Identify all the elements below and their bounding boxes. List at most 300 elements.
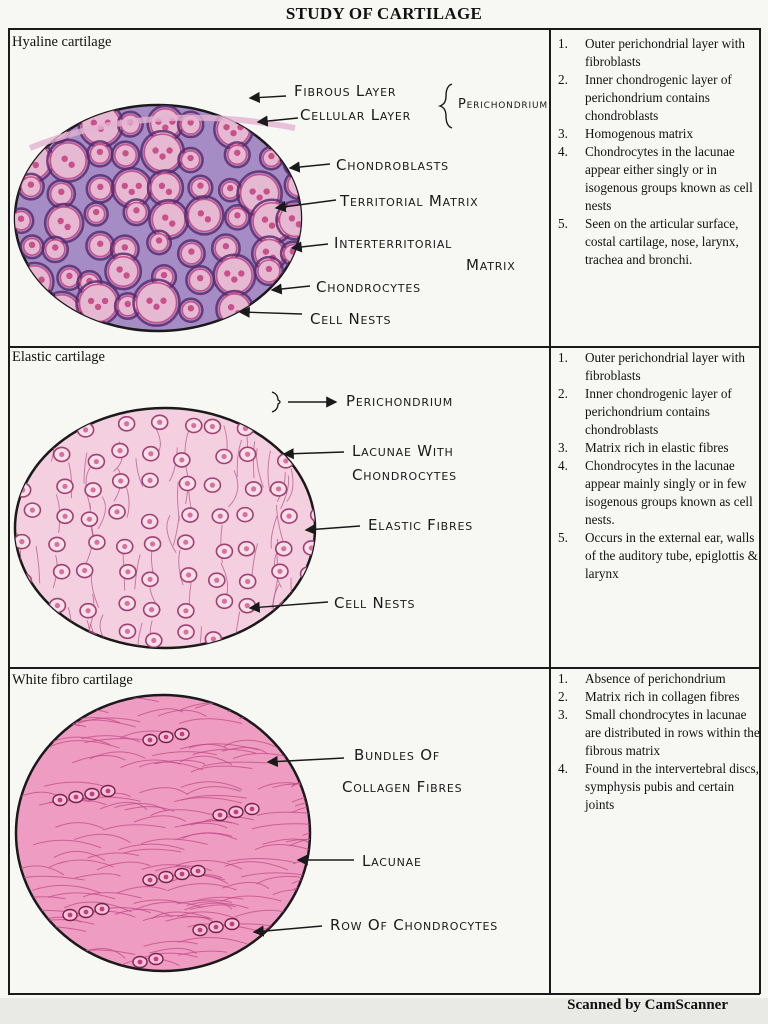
chondrocyte-nucleus [59, 569, 64, 574]
chondrocyte-nucleus [133, 207, 139, 213]
chondrocyte-nucleus [164, 735, 169, 740]
elastic-fibre [13, 456, 20, 495]
chondrocyte-nucleus [125, 569, 130, 574]
label-fibro-lacunae: Lacunae [362, 852, 422, 870]
chondrocyte-nucleus [94, 459, 99, 464]
chondrocyte-nucleus [294, 132, 300, 138]
chondrocyte-nucleus [125, 629, 130, 634]
chondrocyte-nucleus [100, 907, 105, 912]
chondrocyte-nucleus [277, 569, 282, 574]
chondrocyte-nucleus [18, 215, 24, 221]
chondrocyte-nucleus [136, 183, 142, 189]
lacuna [14, 446, 30, 460]
chondrocyte-nucleus [180, 732, 185, 737]
collagen-fibre [294, 884, 341, 892]
chondrocyte-nucleus [159, 183, 165, 189]
chondrocyte-nucleus [95, 304, 101, 310]
hyaline-diagram [9, 103, 317, 333]
chondrocyte-nucleus [245, 579, 250, 584]
chondrocyte-nucleus [205, 216, 211, 222]
chondrocyte-nucleus [223, 243, 229, 249]
chondrocyte-nucleus [147, 577, 152, 582]
chondrocyte-nucleus [118, 478, 123, 483]
point-item [556, 457, 760, 529]
chondrocyte-nucleus [283, 458, 288, 463]
chondrocyte-nucleus [152, 147, 158, 153]
chondrocyte-nucleus [289, 215, 295, 221]
chondrocyte-nucleus [294, 158, 300, 164]
chondrocyte-nucleus [94, 540, 99, 545]
chondrocyte-nucleus [210, 424, 215, 429]
point-item [556, 670, 760, 688]
point-item [556, 760, 760, 814]
hyaline-points [556, 35, 760, 269]
chondrocyte-nucleus [183, 629, 188, 634]
lacuna [309, 425, 325, 439]
point-item [556, 688, 760, 706]
chondrocyte-nucleus [276, 486, 281, 491]
fibro-diagram [14, 695, 385, 971]
collagen-fibre [259, 725, 313, 730]
chondrocyte-nucleus [183, 540, 188, 545]
lacuna [290, 262, 306, 278]
chondrocyte-nucleus [166, 147, 172, 153]
chondrocyte-nucleus [211, 636, 216, 641]
chondrocyte-nucleus [20, 301, 26, 307]
arrow-cell-nests [240, 312, 302, 314]
point-item [556, 706, 760, 760]
point-number: 2. [558, 386, 568, 401]
chondrocyte-nucleus [24, 429, 29, 434]
chondrocyte-nucleus [279, 420, 284, 425]
chondrocyte-nucleus [214, 925, 219, 930]
point-text: Absence of perichondrium [585, 671, 726, 686]
point-text: Homogenous matrix [585, 126, 694, 141]
lacuna [308, 476, 324, 490]
point-number: 3. [558, 126, 568, 141]
chondrocyte-nucleus [157, 420, 162, 425]
lacuna [311, 508, 327, 522]
chondrocyte-nucleus [234, 150, 240, 156]
chondrocyte-nucleus [153, 304, 159, 310]
chondrocyte-nucleus [280, 633, 285, 638]
chondrocyte-nucleus [19, 450, 24, 455]
chondrocyte-nucleus [191, 423, 196, 428]
chondrocyte-nucleus [146, 298, 152, 304]
section-heading-hyaline: Hyaline cartilage [12, 34, 112, 50]
chondrocyte-nucleus [19, 539, 24, 544]
point-item [556, 215, 760, 269]
chondrocyte-nucleus [188, 248, 194, 254]
collagen-fibre [295, 897, 354, 902]
elastic-diagram [13, 408, 330, 677]
chondrocyte-nucleus [218, 513, 223, 518]
chondrocyte-nucleus [82, 568, 87, 573]
chondrocyte-nucleus [49, 421, 54, 426]
chondrocyte-nucleus [197, 275, 203, 281]
chondrocyte-nucleus [319, 607, 324, 612]
chondrocyte-nucleus [61, 156, 67, 162]
section-heading-fibro: White fibro cartilage [12, 672, 133, 688]
chondrocyte-nucleus [301, 307, 307, 313]
chondrocyte-nucleus [245, 452, 250, 457]
chondrocyte-nucleus [296, 180, 302, 186]
chondrocyte-nucleus [91, 487, 96, 492]
arrow-chondrocytes [272, 286, 310, 290]
point-text: Matrix rich in elastic fibres [585, 440, 729, 455]
chondrocyte-nucleus [180, 872, 185, 877]
chondrocyte-nucleus [164, 875, 169, 880]
elastic-fibre [278, 607, 281, 648]
chondrocyte-nucleus [314, 480, 319, 485]
label-elastic-fibres: Elastic Fibres [368, 516, 473, 534]
chondrocyte-nucleus [161, 272, 167, 278]
point-item [556, 349, 760, 385]
chondrocyte-nucleus [188, 305, 194, 311]
section-heading-elastic: Elastic cartilage [12, 349, 105, 365]
chondrocyte-nucleus [58, 798, 63, 803]
point-text: Inner chondrogenic layer of perichondrium contains chondroblasts [585, 72, 732, 123]
chondrocyte-nucleus [187, 155, 193, 161]
chondrocyte-nucleus [160, 298, 166, 304]
point-text: Occurs in the external ear, walls of the auditory tube, epiglottis & larynx [585, 530, 758, 581]
point-item [556, 71, 760, 125]
chondrocyte-nucleus [93, 209, 99, 215]
chondrocyte-nucleus [87, 517, 92, 522]
chondrocyte-nucleus [210, 483, 215, 488]
chondrocyte-nucleus [198, 210, 204, 216]
point-item [556, 529, 760, 583]
chondrocyte-nucleus [29, 242, 35, 248]
chondrocyte-nucleus [138, 960, 143, 965]
label-perichondrium: Perichondrium [458, 97, 548, 112]
chondrocyte-nucleus [263, 188, 269, 194]
chondrocyte-nucleus [150, 541, 155, 546]
point-text: Matrix rich in collagen fibres [585, 689, 740, 704]
chondrocyte-nucleus [58, 189, 64, 195]
chondrocyte-nucleus [27, 127, 33, 133]
lacuna [287, 154, 307, 174]
point-text: Small chondrocytes in lacunae are distributed in rows within the fibrous matrix [585, 707, 760, 758]
chondrocyte-nucleus [169, 220, 175, 226]
chondrocyte-nucleus [230, 130, 236, 136]
chondrocyte-nucleus [68, 913, 73, 918]
chondrocyte-nucleus [183, 608, 188, 613]
chondrocyte-nucleus [179, 457, 184, 462]
lacuna [22, 124, 39, 141]
point-number: 1. [558, 36, 568, 51]
chondrocyte-nucleus [151, 638, 156, 643]
lacuna [279, 601, 295, 615]
chondrocyte-nucleus [122, 150, 128, 156]
label-cell-nests: Cell Nests [310, 310, 392, 328]
arrow-fibrous-layer [250, 96, 286, 98]
chondrocyte-nucleus [222, 599, 227, 604]
chondrocyte-nucleus [66, 273, 72, 279]
chondrocyte-nucleus [102, 298, 108, 304]
elastic-fibre [231, 638, 235, 674]
point-number: 3. [558, 440, 568, 455]
lacuna [21, 633, 37, 647]
chondrocyte-nucleus [198, 928, 203, 933]
collagen-fibre [319, 907, 384, 913]
chondrocyte-nucleus [214, 578, 219, 583]
lacuna [301, 567, 317, 581]
chondrocyte-nucleus [234, 810, 239, 815]
chondrocyte-nucleus [116, 266, 122, 272]
chondrocyte-nucleus [159, 153, 165, 159]
chondrocyte-nucleus [242, 512, 247, 517]
chondrocyte-nucleus [74, 795, 79, 800]
chondrocyte-nucleus [59, 452, 64, 457]
chondrocyte-nucleus [268, 153, 274, 159]
chondrocyte-nucleus [306, 571, 311, 576]
label-collagen-fibres: Collagen Fibres [342, 778, 463, 796]
chondrocyte-nucleus [57, 218, 63, 224]
point-item [556, 143, 760, 215]
chondrocyte-nucleus [148, 878, 153, 883]
point-item [556, 439, 760, 457]
chondrocyte-nucleus [129, 189, 135, 195]
chondrocyte-nucleus [185, 481, 190, 486]
chondrocyte-nucleus [24, 277, 30, 283]
point-number: 4. [558, 458, 568, 473]
chondrocyte-nucleus [258, 306, 264, 312]
label-interterritorial: Interterritorial [334, 234, 453, 252]
chondrocyte-nucleus [230, 922, 235, 927]
chondrocyte-nucleus [59, 313, 65, 319]
elastic-fibre [280, 618, 287, 652]
chondrocyte-nucleus [227, 185, 233, 191]
chondrocyte-nucleus [97, 241, 103, 247]
lacuna [17, 593, 33, 607]
chondrocyte-nucleus [54, 542, 59, 547]
lacuna [188, 199, 220, 231]
chondrocyte-nucleus [26, 156, 32, 162]
chondrocyte-nucleus [117, 448, 122, 453]
lacuna [242, 634, 258, 648]
chondrocyte-nucleus [28, 181, 34, 187]
arrow-lacunae-chondrocytes [284, 452, 344, 454]
point-text: Found in the intervertebral discs, symphysis pubis and certain joints [585, 761, 759, 812]
lacuna [219, 294, 249, 324]
collagen-fibre [220, 700, 283, 708]
lacuna [144, 134, 181, 171]
chondrocyte-nucleus [284, 605, 289, 610]
chondrocyte-nucleus [251, 486, 256, 491]
point-number: 3. [558, 707, 568, 722]
chondrocyte-nucleus [218, 813, 223, 818]
chondrocyte-nucleus [84, 910, 89, 915]
lacuna [137, 283, 177, 323]
chondrocyte-nucleus [317, 628, 322, 633]
chondrocyte-nucleus [64, 224, 70, 230]
brace-perichondrium [440, 84, 452, 128]
chondrocyte-nucleus [263, 248, 269, 254]
chondrocyte-nucleus [247, 639, 252, 644]
label-chondroblasts: Chondroblasts [336, 156, 449, 174]
chondrocyte-nucleus [122, 183, 128, 189]
chondrocyte-nucleus [125, 301, 131, 307]
point-number: 2. [558, 72, 568, 87]
point-number: 1. [558, 350, 568, 365]
chondrocyte-nucleus [52, 244, 58, 250]
chondrocyte-nucleus [148, 451, 153, 456]
elastic-fibre [289, 593, 293, 624]
arrow-chondroblasts [290, 164, 330, 168]
point-item [556, 125, 760, 143]
label-lacunae-chondrocytes: Chondrocytes [352, 466, 457, 484]
point-number: 5. [558, 216, 568, 231]
chondrocyte-nucleus [162, 214, 168, 220]
lacuna [19, 425, 35, 439]
chondrocyte-nucleus [245, 603, 250, 608]
point-number: 5. [558, 530, 568, 545]
chondrocyte-nucleus [23, 598, 28, 603]
lacuna [314, 603, 330, 617]
scanner-watermark: Scanned by CamScanner [567, 997, 728, 1013]
chondrocyte-nucleus [295, 265, 301, 271]
elastic-fibre [20, 437, 25, 466]
label-elastic-perichondrium: Perichondrium [346, 392, 454, 410]
collagen-fibre [289, 935, 339, 941]
chondrocyte-nucleus [85, 608, 90, 613]
chondrocyte-nucleus [147, 519, 152, 524]
lacuna [275, 629, 291, 643]
point-text: Inner chondrogenic layer of perichondrium contains chondroblasts [585, 386, 732, 437]
point-text: Outer perichondrial layer with fibroblasts [585, 350, 746, 383]
chondrocyte-nucleus [231, 276, 237, 282]
chondrocyte-nucleus [256, 194, 262, 200]
territorial-ring [284, 151, 310, 177]
point-number: 2. [558, 689, 568, 704]
lacuna [217, 258, 252, 293]
lacuna [288, 174, 310, 196]
collagen-fibre [296, 961, 346, 967]
chondrocyte-nucleus [88, 298, 94, 304]
chondrocyte-nucleus [149, 607, 154, 612]
point-number: 4. [558, 144, 568, 159]
chondrocyte-nucleus [147, 478, 152, 483]
lacuna [311, 624, 327, 638]
lacuna [303, 443, 319, 457]
elastic-fibre [283, 640, 292, 677]
chondrocyte-nucleus [55, 603, 60, 608]
chondrocyte-nucleus [269, 222, 275, 228]
chondrocyte-nucleus [97, 184, 103, 190]
chondrocyte-nucleus [154, 957, 159, 962]
chondrocyte-nucleus [221, 454, 226, 459]
chondrocyte-nucleus [286, 514, 291, 519]
chondrocyte-nucleus [187, 512, 192, 517]
collagen-fibre [298, 768, 351, 773]
chondrocyte-nucleus [148, 738, 153, 743]
label-interterritorial-matrix: Matrix [466, 256, 516, 274]
point-text: Chondrocytes in the lacunae appear mainly singly or in few isogenous groups known as cell nests. [585, 458, 753, 527]
chondrocyte-nucleus [228, 304, 234, 310]
lacuna [19, 266, 51, 298]
chondrocyte-nucleus [224, 270, 230, 276]
lacuna [81, 632, 97, 646]
elastic-fibre [18, 571, 23, 609]
chondrocyte-nucleus [249, 188, 255, 194]
point-item [556, 35, 760, 71]
lacuna [44, 417, 60, 431]
label-territorial-matrix: Territorial Matrix [340, 192, 479, 210]
chondrocyte-nucleus [122, 244, 128, 250]
collagen-fibre [303, 829, 361, 838]
chondrocyte-nucleus [197, 182, 203, 188]
chondrocyte-nucleus [308, 448, 313, 453]
point-text: Chondrocytes in the lacunae appear either singly or in isogenous groups known as cell nests [585, 144, 753, 213]
lacuna [151, 173, 180, 202]
chondrocyte-nucleus [33, 162, 39, 168]
label-row-chondrocytes: Row Of Chondrocytes [330, 916, 499, 934]
page-title: STUDY OF CARTILAGE [285, 4, 483, 23]
label-cellular-layer: Cellular Layer [300, 106, 412, 124]
chondrocyte-nucleus [114, 509, 119, 514]
chondrocyte-nucleus [31, 283, 37, 289]
lacuna [53, 630, 69, 644]
chondrocyte-nucleus [262, 216, 268, 222]
fibro-points [556, 670, 760, 814]
chondrocyte-nucleus [90, 792, 95, 797]
chondrocyte-nucleus [222, 549, 227, 554]
collagen-fibre [292, 957, 357, 961]
lacuna [48, 207, 80, 239]
chondrocyte-nucleus [250, 807, 255, 812]
chondrocyte-nucleus [52, 307, 58, 313]
territorial-ring [12, 295, 36, 319]
chondrocyte-nucleus [68, 162, 74, 168]
chondrocyte-nucleus [124, 421, 129, 426]
chondrocyte-nucleus [244, 546, 249, 551]
chondrocyte-nucleus [196, 869, 201, 874]
chondrocyte-nucleus [62, 514, 67, 519]
lacuna [279, 204, 311, 236]
chondrocyte-nucleus [87, 636, 92, 641]
chondrocyte-nucleus [30, 508, 35, 513]
chondrocyte-nucleus [316, 512, 321, 517]
chondrocyte-nucleus [21, 578, 26, 583]
lacuna [44, 295, 79, 330]
point-text: Outer perichondrial layer with fibroblasts [585, 36, 746, 69]
chondrocyte-nucleus [54, 125, 60, 131]
point-item [556, 385, 760, 439]
lacuna [274, 415, 290, 429]
chondrocyte-nucleus [314, 429, 319, 434]
collagen-fibre [295, 936, 360, 943]
chondrocyte-nucleus [186, 572, 191, 577]
chondrocyte-nucleus [122, 544, 127, 549]
label-fibrous-layer: Fibrous Layer [294, 82, 397, 100]
elastic-fibre [24, 433, 31, 472]
lacuna [50, 143, 86, 179]
chondrocyte-nucleus [162, 124, 168, 130]
chondrocyte-nucleus [156, 237, 162, 243]
point-text: Seen on the articular surface, costal cartilage, nose, larynx, trachea and bronchi. [585, 216, 739, 267]
collagen-fibre [239, 712, 302, 719]
elastic-points [556, 349, 760, 583]
chondrocyte-nucleus [238, 270, 244, 276]
chondrocyte-nucleus [166, 189, 172, 195]
chondrocyte-nucleus [97, 149, 103, 155]
chondrocyte-nucleus [281, 546, 286, 551]
chondrocyte-nucleus [123, 272, 129, 278]
collagen-fibre [228, 704, 283, 712]
chondrocyte-nucleus [266, 266, 272, 272]
chondrocyte-nucleus [106, 789, 111, 794]
